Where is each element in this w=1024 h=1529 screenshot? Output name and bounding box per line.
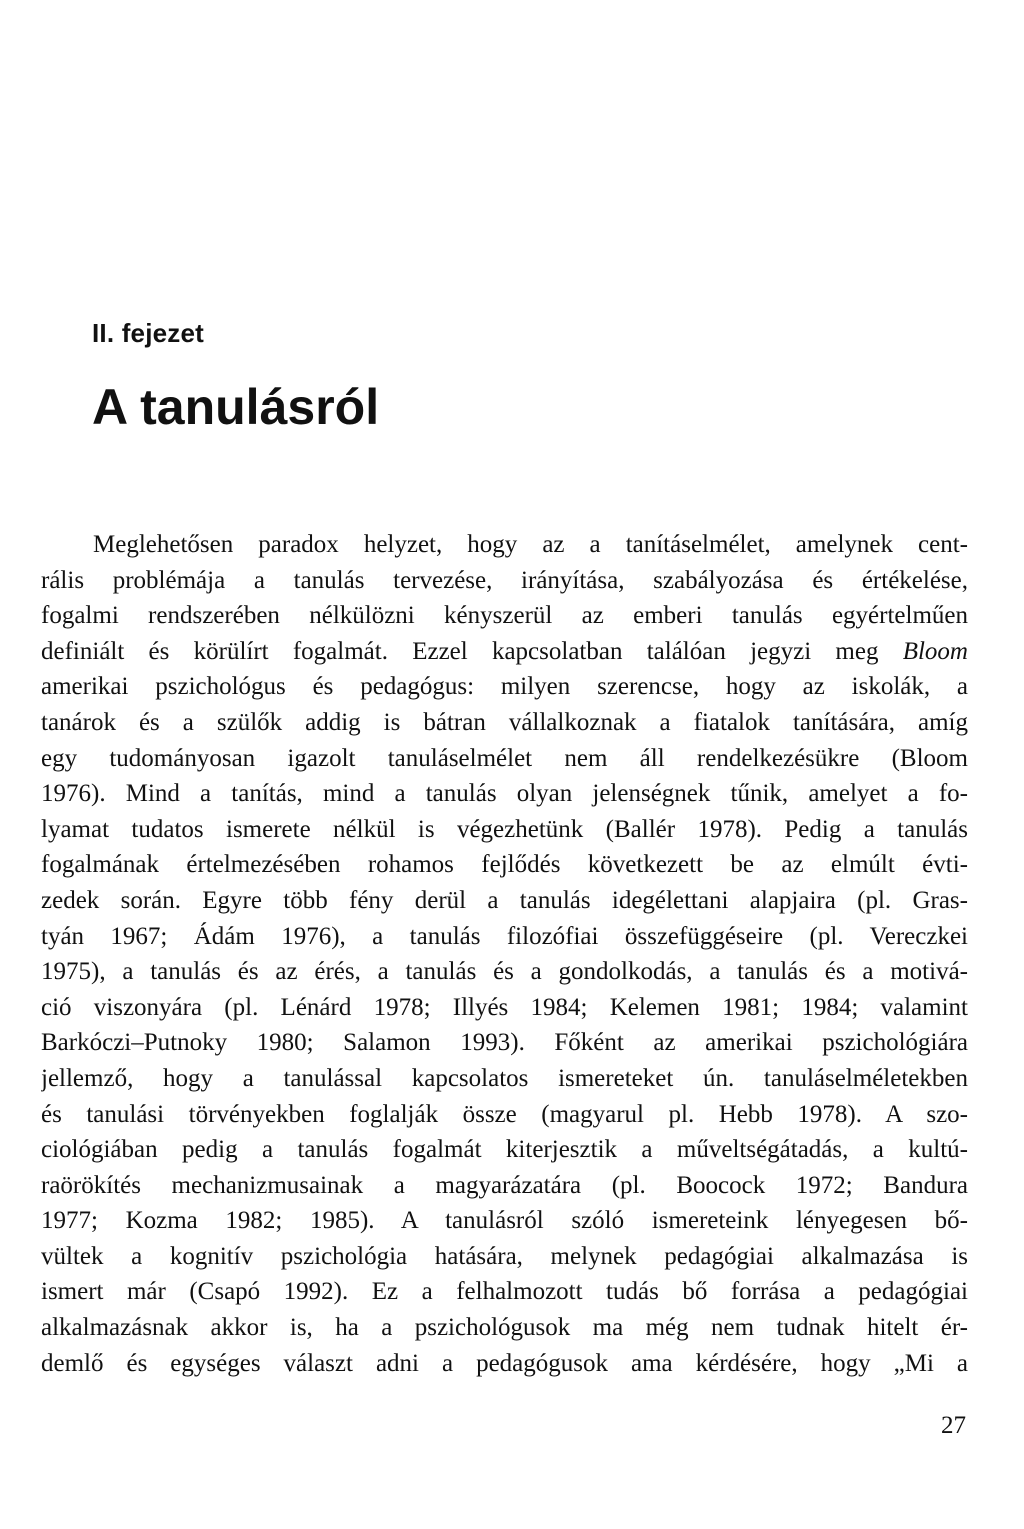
text-line-6: tanárok és a szülők addig is bátran vállalkoznak a fiatalok tanítására, amíg bbox=[41, 708, 968, 736]
text-line-3: fogalmi rendszerében nélkülözni kényszerül az emberi tanulás egyértelműen bbox=[41, 602, 968, 630]
text-line-4 bbox=[41, 634, 968, 670]
text-line-20: 1977; Kozma 1982; 1985). A tanulásról szóló ismereteink lényegesen bő- bbox=[41, 1207, 968, 1235]
text-line-17: és tanulási törvényekben foglalják össze (magyarul pl. Hebb 1978). A szo- bbox=[41, 1100, 968, 1128]
text-line-15: Barkóczi–Putnoky 1980; Salamon 1993). Főként az amerikai pszichológiára bbox=[41, 1029, 968, 1057]
text-line-19: raörökítés mechanizmusainak a magyarázatára (pl. Boocock 1972; Bandura bbox=[41, 1171, 968, 1199]
text-line-7: egy tudományosan igazolt tanuláselmélet nem áll rendelkezésükre (Bloom bbox=[41, 744, 968, 772]
body-paragraph bbox=[41, 527, 968, 1381]
text-line-4-main: definiált és körülírt fogalmát. Ezzel kapcsolatban találóan jegyzi meg bbox=[41, 637, 903, 665]
text-line-8: 1976). Mind a tanítás, mind a tanulás olyan jelenségnek tűnik, amelyet a fo- bbox=[41, 780, 968, 808]
italic-author-name: Bloom bbox=[902, 637, 968, 665]
text-line-24: demlő és egységes választ adni a pedagógusok ama kérdésére, hogy „Mi a bbox=[41, 1349, 968, 1377]
text-line-21: vültek a kognitív pszichológia hatására, melynek pedagógiai alkalmazása is bbox=[41, 1242, 968, 1270]
text-line-13: 1975), a tanulás és az érés, a tanulás és a gondolkodás, a tanulás és a motivá- bbox=[41, 958, 968, 986]
page-number: 27 bbox=[941, 1412, 966, 1439]
text-line-11: zedek során. Egyre több fény derül a tanulás idegélettani alapjaira (pl. Gras- bbox=[41, 886, 968, 914]
text-line-23: alkalmazásnak akkor is, ha a pszichológusok ma még nem tudnak hitelt ér- bbox=[41, 1314, 968, 1342]
text-line-16: jellemző, hogy a tanulással kapcsolatos ismereteket ún. tanuláselméletekben bbox=[41, 1064, 968, 1092]
text-line-14: ció viszonyára (pl. Lénárd 1978; Illyés 1984; Kelemen 1981; 1984; valamint bbox=[41, 993, 968, 1021]
chapter-title: A tanulásról bbox=[92, 379, 380, 435]
text-line-22: ismert már (Csapó 1992). Ez a felhalmozott tudás bő forrása a pedagógiai bbox=[41, 1278, 968, 1306]
chapter-label: II. fejezet bbox=[92, 318, 205, 348]
text-line-12: tyán 1967; Ádám 1976), a tanulás filozófiai összefüggéseire (pl. Vereczkei bbox=[41, 922, 968, 950]
text-line-5: amerikai pszichológus és pedagógus: milyen szerencse, hogy az iskolák, a bbox=[41, 673, 968, 701]
text-line-2: rális problémája a tanulás tervezése, irányítása, szabályozása és értékelése, bbox=[41, 566, 968, 594]
text-line-1: Meglehetősen paradox helyzet, hogy az a tanításelmélet, amelynek cent- bbox=[93, 531, 968, 558]
text-line-18: ciológiában pedig a tanulás fogalmát kiterjesztik a műveltségátadás, a kultú- bbox=[41, 1136, 968, 1164]
text-line-9: lyamat tudatos ismerete nélkül is végezhetünk (Ballér 1978). Pedig a tanulás bbox=[41, 815, 968, 843]
text-line-10: fogalmának értelmezésében rohamos fejlődés következett be az elmúlt évti- bbox=[41, 851, 968, 879]
